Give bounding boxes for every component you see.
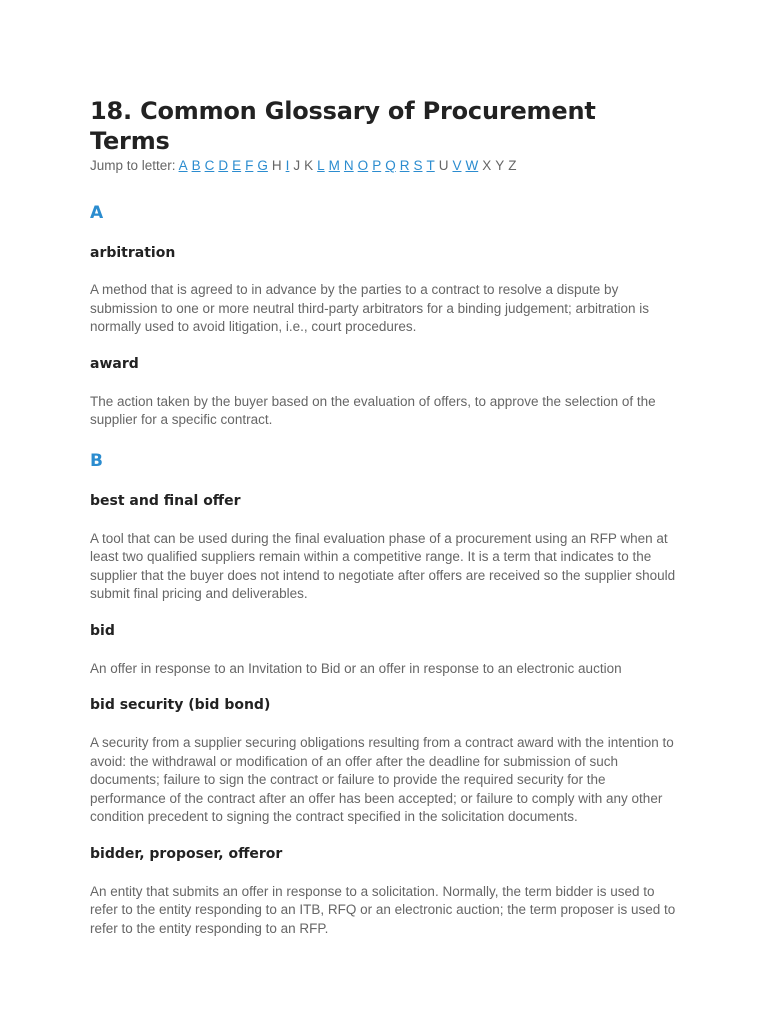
jump-link-t[interactable]: T xyxy=(426,158,435,173)
definition-award: The action taken by the buyer based on the evaluation of offers, to approve the selection of the supplier for a specific contract. xyxy=(90,393,656,427)
definition-bid-security: A security from a supplier securing obligations resulting from a contract award with the intention to avoid: the withdrawal or modification of an offer after the deadline for submission of such documents; failure to sign the contract or failure to provide the required security for the performance of the contract after an offer has been accepted; or failure to comply with any other condition precedent to signing the contract specified in the solicitation documents. xyxy=(90,735,674,824)
jump-link-s[interactable]: S xyxy=(413,158,423,173)
jump-label: Jump to letter: xyxy=(90,158,176,173)
jump-to-letter-bar xyxy=(90,157,678,175)
term-arbitration: arbitration xyxy=(90,245,176,261)
jump-letter-x: X xyxy=(482,158,492,173)
term-bid: bid xyxy=(90,622,115,639)
jump-link-o[interactable]: O xyxy=(357,158,369,173)
jump-link-w[interactable]: W xyxy=(465,158,479,173)
jump-link-b[interactable]: B xyxy=(191,158,201,173)
jump-link-p[interactable]: P xyxy=(372,158,382,173)
definition-bid: An offer in response to an Invitation to Bid or an offer in response to an electronic auction xyxy=(90,660,622,676)
jump-link-v[interactable]: V xyxy=(452,158,462,173)
jump-letter-k: K xyxy=(304,158,314,173)
jump-letter-z: Z xyxy=(508,158,517,173)
jump-letter-j: J xyxy=(293,158,301,173)
jump-link-d[interactable]: D xyxy=(218,158,229,173)
jump-link-c[interactable]: C xyxy=(204,158,215,173)
jump-link-m[interactable]: M xyxy=(328,158,340,173)
page-title: 18. Common Glossary of Procurement Terms xyxy=(90,97,596,155)
section-heading-b: B xyxy=(90,450,103,471)
jump-link-r[interactable]: R xyxy=(399,158,410,173)
jump-link-a[interactable]: A xyxy=(178,158,188,173)
definition-arbitration: A method that is agreed to in advance by the parties to a contract to resolve a dispute by submission to one or more neutral third-party arbitrators for a binding judgement; arbitration is normally used to avoid litigation, i.e., court procedures. xyxy=(90,282,650,334)
jump-letters xyxy=(179,158,521,173)
jump-link-n[interactable]: N xyxy=(343,158,354,173)
jump-letter-y: Y xyxy=(495,158,505,173)
jump-link-i[interactable]: I xyxy=(285,158,290,173)
term-bid-security: bid security (bid bond) xyxy=(90,697,271,713)
jump-letter-h: H xyxy=(271,158,282,173)
jump-link-e[interactable]: E xyxy=(232,158,242,173)
jump-letter-u: U xyxy=(438,158,449,173)
term-award: award xyxy=(90,355,139,372)
term-bidder-proposer-offeror: bidder, proposer, offeror xyxy=(90,845,283,862)
jump-link-f[interactable]: F xyxy=(245,158,254,173)
jump-link-q[interactable]: Q xyxy=(385,158,396,173)
term-best-and-final-offer: best and final offer xyxy=(90,492,241,509)
section-heading-a: A xyxy=(90,203,104,223)
jump-link-l[interactable]: L xyxy=(317,158,325,173)
definition-best-and-final-offer: A tool that can be used during the final evaluation phase of a procurement using an RFP when at least two qualified suppliers remain within a competitive range. It is a term that indicates to the supplier that the buyer does not intend to negotiate after offers are received so the supplier should submit final pricing and deliverables. xyxy=(90,530,676,601)
jump-link-g[interactable]: G xyxy=(257,158,268,173)
definition-bidder-proposer-offeror: An entity that submits an offer in response to a solicitation. Normally, the term bidder is used to refer to the entity responding to an ITB, RFQ or an electronic auction; the term proposer is used to refer to the entity responding to an RFP. xyxy=(90,883,676,936)
